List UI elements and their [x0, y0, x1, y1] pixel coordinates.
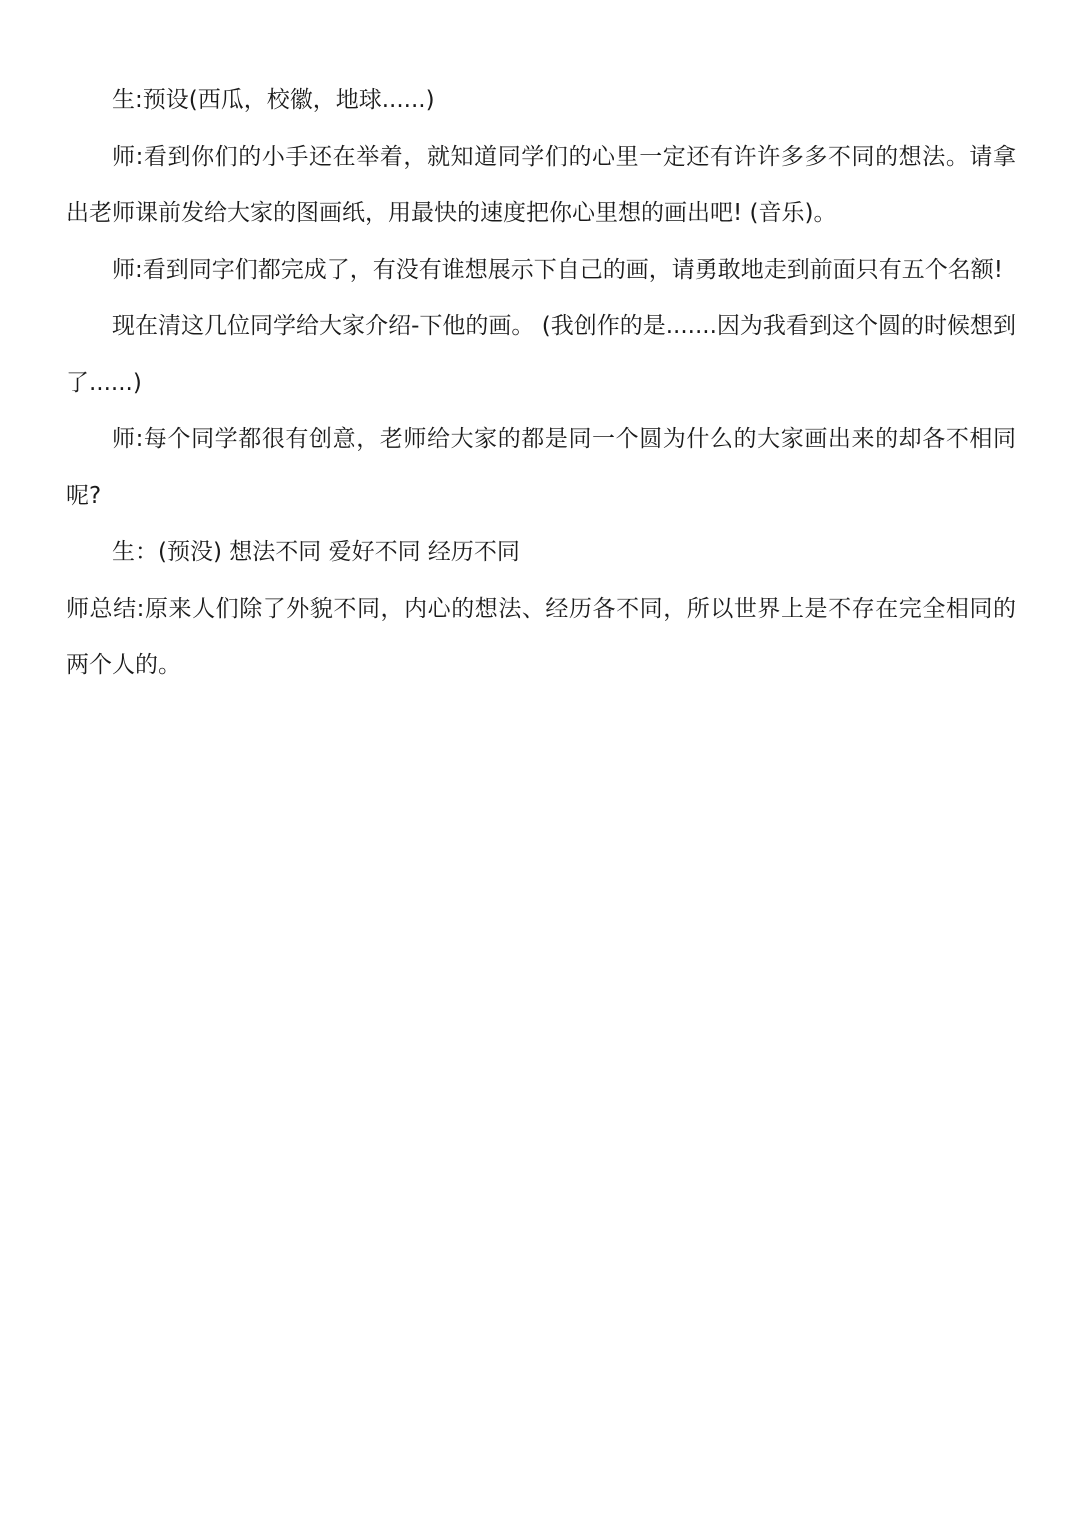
document-body	[66, 72, 1016, 694]
paragraph-introduce-drawing: 现在清这几位同学给大家介绍-下他的画。 (我创作的是.......因为我看到这个圆的时候想到了......)	[66, 313, 1016, 396]
paragraph-teacher-summary: 师总结:原来人们除了外貌不同，内心的想法、经历各不同，所以世界上是不存在完全相同的两个人的。	[66, 595, 1016, 678]
paragraph-student-preset: 生:预设(西瓜，校徽，地球......)	[112, 87, 435, 113]
paragraph-teacher-show: 师:看到同字们都完成了，有没有谁想展示下自己的画，请勇敢地走到前面只有五个名额!	[112, 256, 1003, 283]
paragraph-teacher-draw: 师:看到你们的小手还在举着，就知道同学们的心里一定还有许许多多不同的想法。请拿出老师课前发给大家的图画纸，用最快的速度把你心里想的画出吧! (音乐)。	[66, 143, 1016, 226]
paragraph-teacher-question: 师:每个同学都很有创意，老师给大家的都是同一个圆为什么的大家画出来的却各不相同呢?	[66, 426, 1016, 509]
paragraph-student-answer: 生：(预没) 想法不同 爱好不同 经历不同	[112, 539, 520, 565]
